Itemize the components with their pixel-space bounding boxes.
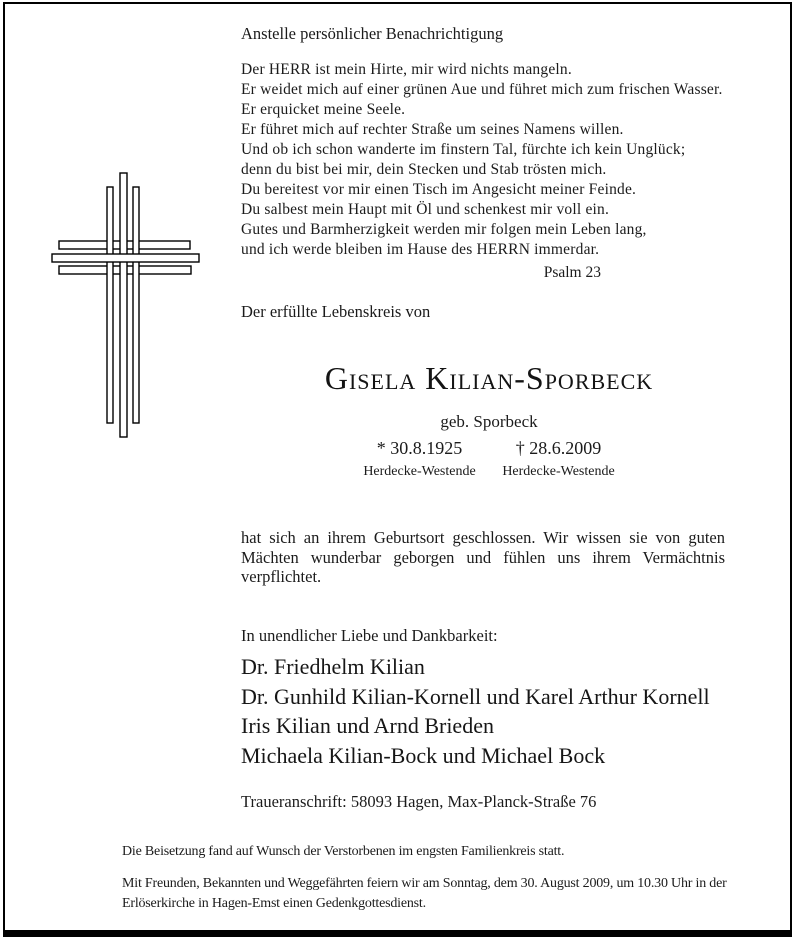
psalm-line: und ich werde bleiben im Hause des HERRN immerdar. [241, 241, 600, 258]
psalm-line: Gutes und Barmherzigkeit werden mir folgen mein Leben lang, [241, 221, 647, 238]
birth-place: Herdecke-Westende [363, 464, 476, 479]
woven-cross-icon [45, 170, 205, 442]
birth-date-value: 30.8.1925 [390, 438, 463, 458]
mourner-name: Iris Kilian und Arnd Brieden [241, 713, 494, 738]
psalm-line: Er weidet mich auf einer grünen Aue und führet mich zum frischen Wasser. [241, 81, 723, 98]
intro-line: Anstelle persönlicher Benachrichtigung [241, 24, 504, 43]
mourner-name: Dr. Friedhelm Kilian [241, 654, 425, 679]
psalm-line: Du bereitest vor mir einen Tisch im Angesicht meiner Feinde. [241, 181, 637, 198]
maiden-name: geb. Sporbeck [440, 412, 538, 431]
life-dates-row [241, 438, 737, 459]
life-places-row [241, 464, 737, 480]
mourner-name: Dr. Gunhild Kilian-Kornell und Karel Arthur Kornell [241, 683, 710, 709]
condolence-intro: In unendlicher Liebe und Dankbarkeit: [241, 626, 498, 645]
psalm-line: Er führet mich auf rechter Straße um seines Namens willen. [241, 121, 624, 138]
body-paragraph: hat sich an ihrem Geburtsort geschlossen. Wir wissen sie von guten Mächten wunderbar geborgen und fühlen uns ihrem Vermächtnis verpflichtet. [241, 528, 725, 587]
psalm-line: denn du bist bei mir, dein Stecken und Stab trösten mich. [241, 161, 607, 178]
mourners-list [241, 652, 761, 770]
psalm-line: Der HERR ist mein Hirte, mir wird nichts mangeln. [241, 61, 572, 78]
psalm-line: Du salbest mein Haupt mit Öl und schenkest mir voll ein. [241, 201, 610, 218]
birth-symbol: * [376, 438, 386, 458]
mourner-name: Michaela Kilian-Bock und Michael Bock [241, 742, 606, 768]
birth-date [350, 438, 489, 459]
psalm-text [241, 60, 741, 260]
psalm-line: Und ob ich schon wanderte im finstern Tal, fürchte ich kein Unglück; [241, 141, 686, 158]
death-place: Herdecke-Westende [502, 464, 615, 479]
memorial-service-note: Mit Freunden, Bekannten und Weggefährten feiern wir am Sonntag, dem 30. August 2009, um 10.30 Uhr in der Erlöserkirche in Hagen-Emst einen Gedenkgottesdienst. [122, 876, 727, 911]
death-symbol: † [515, 438, 525, 458]
psalm-line: Er erquicket meine Seele. [241, 101, 406, 118]
death-date [489, 438, 628, 459]
psalm-attribution: Psalm 23 [543, 264, 601, 281]
deceased-name: Gisela Kilian-Sporbeck [324, 360, 654, 396]
death-date-value: 28.6.2009 [529, 438, 602, 458]
burial-note: Die Beisetzung fand auf Wunsch der Verstorbenen im engsten Familienkreis statt. [122, 844, 565, 859]
lead-in-line: Der erfüllte Lebenskreis von [241, 302, 431, 321]
mourning-address: Traueranschrift: 58093 Hagen, Max-Planck-Straße 76 [241, 792, 597, 811]
